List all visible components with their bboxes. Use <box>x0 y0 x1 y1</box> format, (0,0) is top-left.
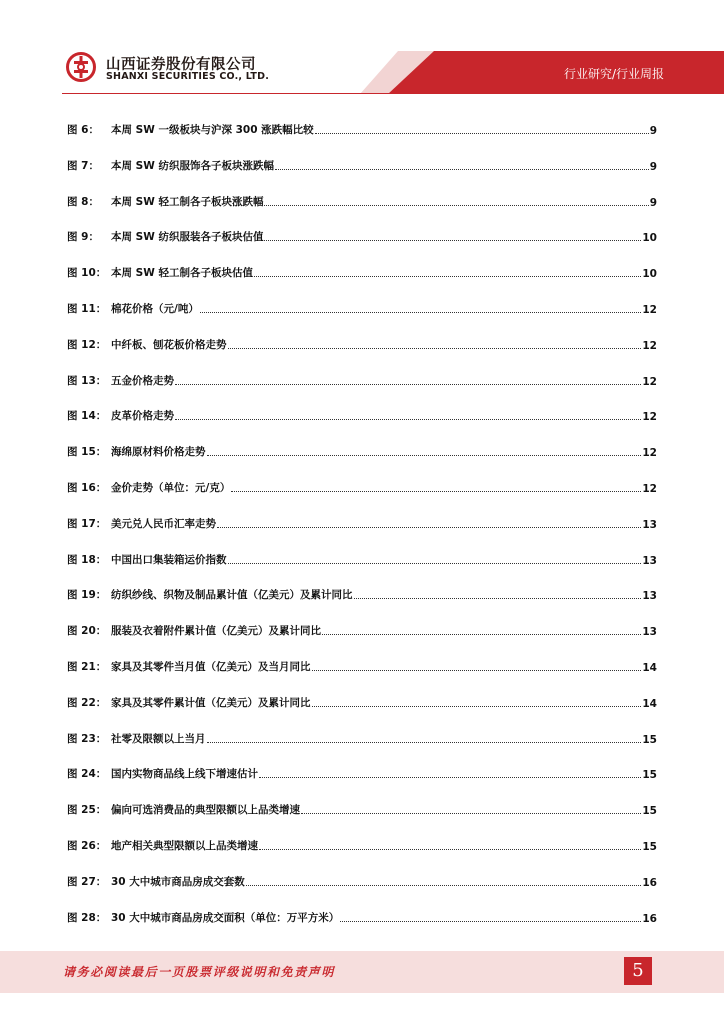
toc-entry-title: 金价走势（单位：元/克） <box>111 482 231 494</box>
toc-entry-page: 14 <box>642 662 657 674</box>
toc-entry-page: 9 <box>649 125 657 137</box>
toc-entry[interactable] <box>67 513 657 531</box>
toc-entry-number: 图 13： <box>67 374 107 387</box>
toc-entry[interactable] <box>67 799 657 817</box>
toc-entry-number: 图 14： <box>67 410 107 423</box>
toc-entry-page: 12 <box>642 411 657 424</box>
toc-dot-leader <box>315 132 649 134</box>
toc-entry-title: 本周 SW 一级板块与沪深 300 涨跌幅比较 <box>111 124 314 136</box>
toc-entry-page: 12 <box>642 304 657 316</box>
toc-entry-title: 30 大中城市商品房成交面积（单位：万平方米） <box>111 911 340 924</box>
toc-entry-number: 图 28： <box>67 911 107 924</box>
toc-entry-number: 图 18： <box>67 553 107 566</box>
toc-entry-number: 图 10： <box>67 267 107 280</box>
toc-entry-page: 12 <box>642 375 657 388</box>
toc-entry-number: 图 21： <box>67 661 107 673</box>
toc-entry-title: 纺织纱线、织物及制品累计值（亿美元）及累计同比 <box>111 589 353 602</box>
report-type-label: 行业研究/行业周报 <box>563 67 664 81</box>
toc-entry-page: 12 <box>642 447 657 460</box>
toc-entry[interactable] <box>67 835 657 853</box>
toc-dot-leader <box>312 705 642 707</box>
toc-entry-page: 16 <box>642 876 657 889</box>
toc-entry-number: 图 27： <box>67 875 107 888</box>
toc-dot-leader <box>200 311 642 313</box>
toc-entry-title: 本周 SW 纺织服装各子板块估值 <box>111 231 264 244</box>
toc-entry[interactable] <box>67 477 657 495</box>
toc-dot-leader <box>259 776 641 778</box>
toc-entry-number: 图 6： <box>67 124 99 136</box>
toc-entry-title: 家具及其零件累计值（亿美元）及累计同比 <box>111 696 311 709</box>
toc-dot-leader <box>207 454 642 456</box>
toc-entry-page: 13 <box>642 590 657 603</box>
toc-entry-title: 中国出口集装箱运价指数 <box>111 553 227 566</box>
toc-entry-number: 图 19： <box>67 589 107 602</box>
toc-dot-leader <box>340 920 641 922</box>
toc-entry-page: 15 <box>642 841 657 853</box>
toc-dot-leader <box>264 239 641 241</box>
toc-entry-number: 图 16： <box>67 482 107 494</box>
toc-entry-number: 图 22： <box>67 696 107 709</box>
toc-entry[interactable] <box>67 620 657 638</box>
toc-entry-title: 30 大中城市商品房成交套数 <box>111 875 245 888</box>
toc-dot-leader <box>354 597 642 599</box>
toc-entry-title: 家具及其零件当月值（亿美元）及当月同比 <box>111 661 311 673</box>
toc-entry-number: 图 26： <box>67 840 107 852</box>
toc-entry-page: 13 <box>642 554 657 567</box>
toc-entry-page: 9 <box>649 160 657 173</box>
toc-entry[interactable] <box>67 119 657 137</box>
toc-dot-leader <box>312 669 642 671</box>
toc-entry-title: 五金价格走势 <box>111 374 174 387</box>
toc-entry-number: 图 23： <box>67 732 107 745</box>
page-number: 5 <box>624 957 652 985</box>
toc-entry-title: 皮革价格走势 <box>111 410 174 423</box>
toc-entry[interactable] <box>67 191 657 209</box>
toc-entry-title: 棉花价格（元/吨） <box>111 303 199 315</box>
toc-entry-number: 图 24： <box>67 768 107 781</box>
toc-dot-leader <box>301 812 641 814</box>
toc-entry[interactable] <box>67 871 657 889</box>
toc-entry-page: 9 <box>649 196 657 209</box>
toc-entry-number: 图 7： <box>67 159 99 172</box>
toc-entry[interactable] <box>67 584 657 602</box>
toc-entry-number: 图 17： <box>67 517 107 530</box>
toc-dot-leader <box>259 848 641 850</box>
toc-entry-page: 10 <box>642 232 657 245</box>
toc-entry-title: 本周 SW 轻工制各子板块估值 <box>111 267 253 280</box>
toc-entry-number: 图 12： <box>67 338 107 351</box>
toc-dot-leader <box>228 562 642 564</box>
header-divider <box>62 93 662 94</box>
toc-entry-page: 13 <box>642 626 657 639</box>
toc-entry[interactable] <box>67 334 657 352</box>
toc-entry-number: 图 9： <box>67 231 99 244</box>
toc-dot-leader <box>254 275 641 277</box>
toc-entry[interactable] <box>67 549 657 567</box>
toc-entry-page: 14 <box>642 697 657 710</box>
toc-entry-title: 国内实物商品线上线下增速估计 <box>111 768 258 781</box>
toc-dot-leader <box>175 418 641 420</box>
disclaimer-text: 请务必阅读最后一页股票评级说明和免责声明 <box>63 965 336 979</box>
toc-dot-leader <box>246 884 642 886</box>
toc-entry[interactable] <box>67 405 657 423</box>
toc-entry[interactable] <box>67 656 657 674</box>
toc-entry[interactable] <box>67 907 657 925</box>
toc-dot-leader <box>322 633 641 635</box>
toc-dot-leader <box>228 347 642 349</box>
toc-entry-title: 中纤板、刨花板价格走势 <box>111 338 227 351</box>
toc-entry-title: 偏向可选消费品的典型限额以上品类增速 <box>111 804 300 817</box>
toc-entry[interactable] <box>67 262 657 280</box>
toc-entry-page: 16 <box>642 912 657 925</box>
toc-dot-leader <box>231 490 641 492</box>
shanxi-securities-logo-icon <box>66 52 96 82</box>
toc-entry[interactable] <box>67 441 657 459</box>
toc-dot-leader <box>175 383 641 385</box>
toc-dot-leader <box>275 168 649 170</box>
header-red-band <box>388 51 724 94</box>
toc-entry-title: 地产相关典型限额以上品类增速 <box>111 840 258 852</box>
toc-entry-number: 图 20： <box>67 625 107 638</box>
toc-entry-page: 13 <box>642 518 657 531</box>
toc-entry-page: 15 <box>642 769 657 782</box>
toc-entry-title: 海绵原材料价格走势 <box>111 446 206 459</box>
toc-entry-title: 社零及限额以上当月 <box>111 732 206 745</box>
toc-entry[interactable] <box>67 692 657 710</box>
toc-entry[interactable] <box>67 298 657 316</box>
toc-dot-leader <box>207 741 642 743</box>
toc-dot-leader <box>217 526 641 528</box>
toc-entry-page: 12 <box>642 483 657 495</box>
toc-entry-title: 美元兑人民币汇率走势 <box>111 517 216 530</box>
toc-entry[interactable] <box>67 763 657 781</box>
page-header <box>0 0 724 110</box>
toc-entry[interactable] <box>67 226 657 244</box>
toc-dot-leader <box>264 204 648 206</box>
toc-entry-title: 本周 SW 纺织服饰各子板块涨跌幅 <box>111 159 274 172</box>
toc-entry-number: 图 25： <box>67 804 107 817</box>
toc-entry-number: 图 8： <box>67 195 99 208</box>
toc-entry-page: 15 <box>642 805 657 818</box>
company-name-en: SHANXI SECURITIES CO., LTD. <box>106 71 270 82</box>
toc-entry-number: 图 15： <box>67 446 107 459</box>
toc-entry-page: 10 <box>642 268 657 281</box>
toc-entry-page: 12 <box>642 339 657 352</box>
toc-entry-title: 本周 SW 轻工制各子板块涨跌幅 <box>111 195 264 208</box>
toc-entry-title: 服装及衣着附件累计值（亿美元）及累计同比 <box>111 625 321 638</box>
company-name-cn: 山西证券股份有限公司 <box>106 57 256 73</box>
toc-entry[interactable] <box>67 370 657 388</box>
toc-entry[interactable] <box>67 728 657 746</box>
toc-entry-number: 图 11： <box>67 303 107 315</box>
toc-entry[interactable] <box>67 155 657 173</box>
toc-entry-page: 15 <box>642 733 657 746</box>
